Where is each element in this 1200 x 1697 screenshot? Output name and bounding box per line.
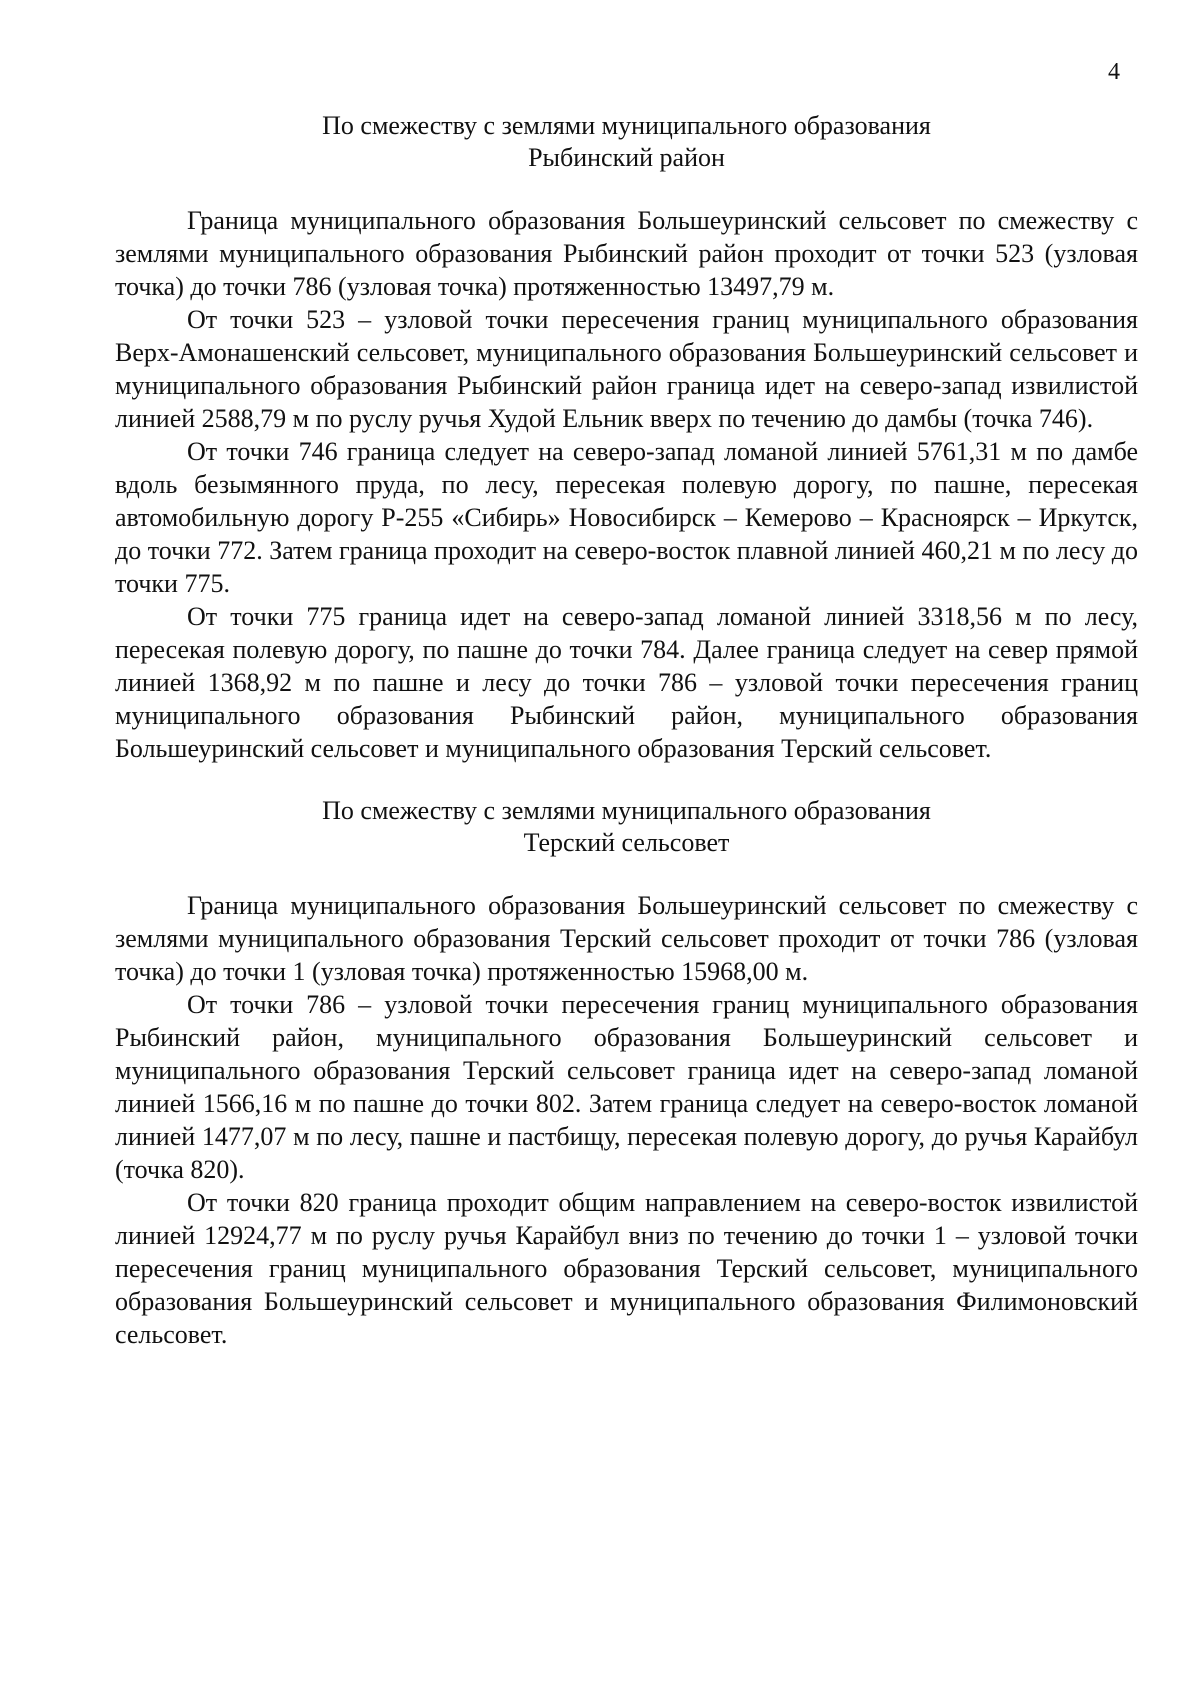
- paragraph: От точки 775 граница идет на северо-запад ломаной линией 3318,56 м по лесу, пересекая полевую дорогу, по пашне до точки 784. Далее граница следует на север прямой линией 1368,92 м по пашне и лесу до точки 786 – узловой точки пересечения границ муниципального образования Рыбинский район, муниципального образования Большеуринский сельсовет и муниципального образования Терский сельсовет.: [115, 602, 1138, 763]
- section-heading-line: Терский сельсовет: [523, 828, 730, 857]
- paragraph: От точки 523 – узловой точки пересечения границ муниципального образования Верх-Амонашенский сельсовет, муниципального образования Большеуринский сельсовет и муниципального образования Рыбинский район граница идет на северо-запад извилистой линией 2588,79 м по руслу ручья Худой Ельник вверх по течению до дамбы (точка 746).: [115, 305, 1138, 433]
- section-heading-line: Рыбинский район: [528, 143, 725, 172]
- document-body: [115, 110, 1138, 1351]
- paragraph: От точки 820 граница проходит общим направлением на северо-восток извилистой линией 12924,77 м по руслу ручья Карайбул вниз по течению до точки 1 – узловой точки пересечения границ муниципального образования Терский сельсовет, муниципального образования Большеуринский сельсовет и муниципального образования Филимоновский сельсовет.: [115, 1188, 1138, 1349]
- section-heading-line: По смежеству с землями муниципального образования: [322, 111, 931, 140]
- section-heading-rybinsky: [115, 110, 1138, 174]
- section-heading-tersky: [115, 795, 1138, 859]
- paragraph: От точки 786 – узловой точки пересечения границ муниципального образования Рыбинский район, муниципального образования Большеуринский сельсовет и муниципального образования Терский сельсовет граница идет на северо-запад ломаной линией 1566,16 м по пашне до точки 802. Затем граница следует на северо-восток ломаной линией 1477,07 м по лесу, пашне и пастбищу, пересекая полевую дорогу, до ручья Карайбул (точка 820).: [115, 990, 1138, 1184]
- paragraph: Граница муниципального образования Большеуринский сельсовет по смежеству с землями муниципального образования Рыбинский район проходит от точки 523 (узловая точка) до точки 786 (узловая точка) протяженностью 13497,79 м.: [115, 206, 1138, 301]
- section-heading-line: По смежеству с землями муниципального образования: [322, 796, 931, 825]
- paragraph: Граница муниципального образования Большеуринский сельсовет по смежеству с землями муниципального образования Терский сельсовет проходит от точки 786 (узловая точка) до точки 1 (узловая точка) протяженностью 15968,00 м.: [115, 891, 1138, 986]
- paragraph: От точки 746 граница следует на северо-запад ломаной линией 5761,31 м по дамбе вдоль безымянного пруда, по лесу, пересекая полевую дорогу, по пашне, пересекая автомобильную дорогу Р-255 «Сибирь» Новосибирск – Кемерово – Красноярск – Иркутск, до точки 772. Затем граница проходит на северо-восток плавной линией 460,21 м по лесу до точки 775.: [115, 437, 1138, 598]
- page-number: 4: [1108, 59, 1120, 85]
